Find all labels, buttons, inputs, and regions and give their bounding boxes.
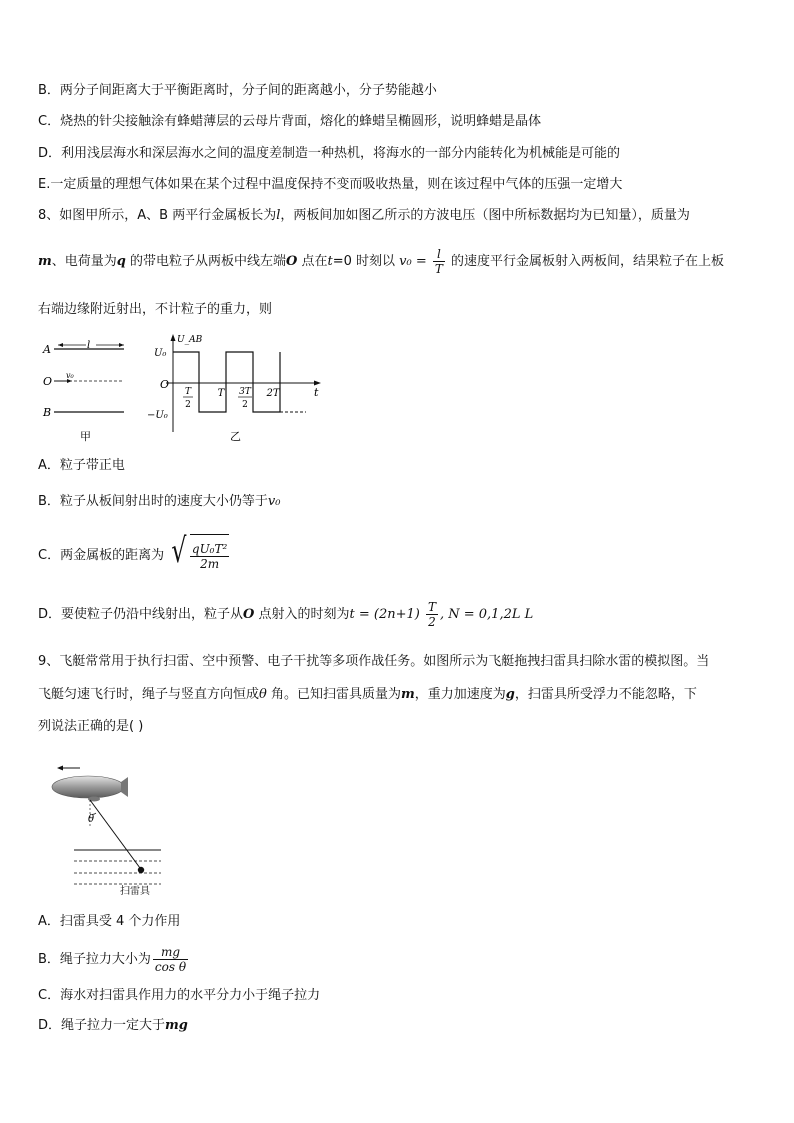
tick-t: T	[217, 388, 225, 399]
q7-option-c: C．烧热的针尖接触涂有蜂蜡薄层的云母片背面，熔化的蜂蜡呈椭圆形，说明蜂蜡是晶体	[38, 114, 542, 129]
q9-option-a: A．扫雷具受 4 个力作用	[38, 914, 181, 929]
q8-option-d: D．要使粒子仍沿中线射出，粒子从O 点射入的时刻为t = (2n+1) $\frac{T}{2}$ , N = 0,1,2L L	[38, 600, 534, 629]
sqrt-expression: √ $\frac{\text{qU₀T²}}{2m}$	[168, 534, 229, 577]
u0-label: U₀	[154, 348, 167, 359]
voltage-axis-label: U_AB	[177, 335, 203, 345]
voltage-axis-arrow-icon	[171, 334, 176, 341]
tick-3t-half-num: 3T	[239, 387, 251, 397]
arrowhead-left-icon	[58, 343, 63, 347]
q7-option-d: D．利用浅层海水和深层海水之间的温度差制造一种热机，将海水的一部分内能转化为机械能是可能的	[38, 146, 621, 161]
q9-stem-line1: 9、飞艇常常用于执行扫雷、空中预警、电子干扰等多项作战任务。如图所示为飞艇拖拽扫雷具扫除水雷的模拟图。当	[38, 654, 710, 669]
time-axis-label: t	[314, 386, 319, 399]
arrowhead-right-icon	[119, 343, 124, 347]
q7-option-e: E.一定质量的理想气体如果在某个过程中温度保持不变而吸收热量，则在该过程中气体的压强一定增大	[38, 177, 623, 192]
q8-stem-line3: 右端边缘附近射出，不计粒子的重力，则	[38, 302, 273, 317]
q8-option-b: B．粒子从板间射出时的速度大小仍等于v₀	[38, 494, 281, 509]
q8-option-c: C．两金属板的距离为 √ $\frac{\text{qU₀T²}}{2m}$	[38, 534, 229, 577]
velocity-fraction: $\frac{l}{T}$	[434, 247, 443, 276]
theta-label: θ	[88, 814, 95, 825]
q9-option-b: B．绳子拉力大小为 $\frac{mg}{\text{cos θ}}$	[38, 945, 187, 974]
tick-2t: 2T	[266, 388, 280, 399]
minesweeper-device	[138, 867, 144, 873]
point-o-label: O	[43, 375, 53, 388]
q8-option-a: A．粒子带正电	[38, 458, 125, 473]
tick-t-half-den: 2	[185, 400, 191, 410]
tow-rope	[90, 800, 140, 868]
q8-stem-line2: m、电荷量为q 的带电粒子从两板中线左端O 点在t=0 时刻以 v₀ = $\frac{l}{T}$ 的速度平行金属板射入两板间，结果粒子在上板	[38, 247, 725, 276]
plate-a-label: A	[43, 343, 51, 356]
time-axis-arrow-icon	[314, 381, 321, 386]
tick-t-half-num: T	[184, 387, 192, 397]
q9-option-c: C．海水对扫雷具作用力的水平分力小于绳子拉力	[38, 988, 321, 1003]
q9-stem-line3: 列说法正确的是( )	[38, 719, 144, 734]
plate-length-label: l	[87, 340, 91, 351]
direction-arrowhead-icon	[57, 766, 63, 771]
radical-sign-icon: √	[171, 531, 187, 571]
figure-square-wave	[146, 332, 326, 448]
figure-b-caption: 乙	[230, 430, 241, 443]
figure-plates	[40, 336, 140, 446]
q9-stem-line2: 飞艇匀速飞行时，绳子与竖直方向恒成θ 角。已知扫雷具质量为m，重力加速度为g，扫雷具所受浮力不能忽略，下	[38, 687, 697, 702]
figure-airship	[48, 760, 168, 900]
neg-u0-label: −U₀	[147, 410, 168, 421]
q9-option-d: D．绳子拉力一定大于mg	[38, 1018, 188, 1033]
q7-option-b: B．两分子间距离大于平衡距离时，分子间的距离越小，分子势能越小	[38, 83, 437, 98]
tick-3t-half-den: 2	[242, 400, 248, 410]
velocity-label: v₀	[66, 371, 74, 380]
figure-a-caption: 甲	[80, 430, 91, 443]
q8-stem-line1: 8、如图甲所示，A、B 两平行金属板长为l，两板间加如图乙所示的方波电压（图中所标数据均为已知量），质量为	[38, 208, 690, 223]
minesweeper-caption: 扫雷具	[120, 886, 150, 897]
origin-label: O	[160, 378, 170, 391]
airship-tail-fin	[121, 777, 128, 797]
airship-body	[52, 776, 124, 798]
plate-b-label: B	[43, 406, 52, 419]
